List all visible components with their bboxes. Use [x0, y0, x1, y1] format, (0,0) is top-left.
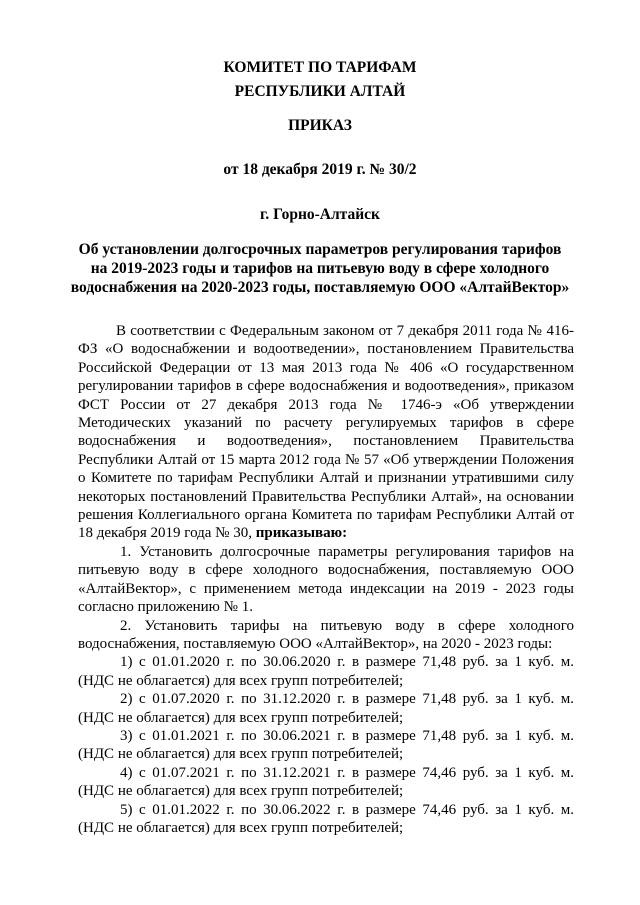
order-heading: ПРИКАЗ	[288, 117, 352, 134]
committee-name-line2: РЕСПУБЛИКИ АЛТАЙ	[234, 83, 406, 100]
document-body	[78, 322, 574, 837]
preamble-text: В соответствии с Федеральным законом от 7 декабря 2011 года № 416-ФЗ «О водоснабжении и водоотведении», постановлением Правительства Российской Федерации от 13 мая 2013 года № 406 «О государственном регулировании тарифов в сфере водоснабжения и водоотведения», приказом ФСТ России от 27 декабря 2013 года № 1746-э «Об утверждении Методических указаний по расчету регулируемых тарифов в сфере водоснабжения и водоотведения», постановлением Правительства Республики Алтай от 15 марта 2012 года № 57 «Об утверждении Положения о Комитете по тарифам Республики Алтай и признании утратившими силу некоторых постановлений Правительства Республики Алтай», на основании решения Коллегиального органа Комитета по тарифам Республики Алтай от 18 декабря 2019 года № 30,	[78, 323, 574, 542]
document-title-line2: на 2019-2023 годы и тарифов на питьевую воду в сфере холодного	[90, 260, 550, 277]
document-title-line3: водоснабжения на 2020-2023 годы, поставляемую ООО «АлтайВектор»	[70, 279, 570, 296]
order-item-2: 2. Установить тарифы на питьевую воду в сфере холодного водоснабжения, поставляемую ООО «АлтайВектор», на 2020 - 2023 годы:	[78, 617, 574, 652]
committee-name-line1: КОМИТЕТ ПО ТАРИФАМ	[223, 59, 417, 76]
tariff-subitem-2: 2) с 01.07.2020 г. по 31.12.2020 г. в размере 71,48 руб. за 1 куб. м. (НДС не облагается) для всех групп потребителей;	[78, 691, 574, 726]
order-date: от 18 декабря 2019 г. № 30/2	[223, 161, 417, 178]
document-title	[60, 240, 580, 297]
order-word: приказываю:	[255, 525, 348, 542]
preamble-paragraph	[78, 322, 574, 543]
document-title-line1: Об установлении долгосрочных параметров регулирования тарифов	[78, 241, 562, 258]
tariff-subitem-4: 4) с 01.07.2021 г. по 31.12.2021 г. в размере 74,46 руб. за 1 куб. м. (НДС не облагается) для всех групп потребителей;	[78, 764, 574, 800]
tariff-subitem-1: 1) с 01.01.2020 г. по 30.06.2020 г. в размере 71,48 руб. за 1 куб. м. (НДС не облагается) для всех групп потребителей;	[78, 654, 574, 689]
tariff-subitem-3: 3) с 01.01.2021 г. по 30.06.2021 г. в размере 71,48 руб. за 1 куб. м. (НДС не облагается) для всех групп потребителей;	[78, 727, 574, 763]
order-item-1: 1. Установить долгосрочные параметры регулирования тарифов на питьевую воду в сфере холодного водоснабжения, поставляемую ООО «АлтайВектор», с применением метода индексации на 2019 - 2023 годы согласно приложению № 1.	[78, 543, 574, 616]
tariff-subitem-5: 5) с 01.01.2022 г. по 30.06.2022 г. в размере 74,46 руб. за 1 куб. м. (НДС не облагается) для всех групп потребителей;	[78, 801, 574, 836]
city-name: г. Горно-Алтайск	[260, 206, 380, 223]
